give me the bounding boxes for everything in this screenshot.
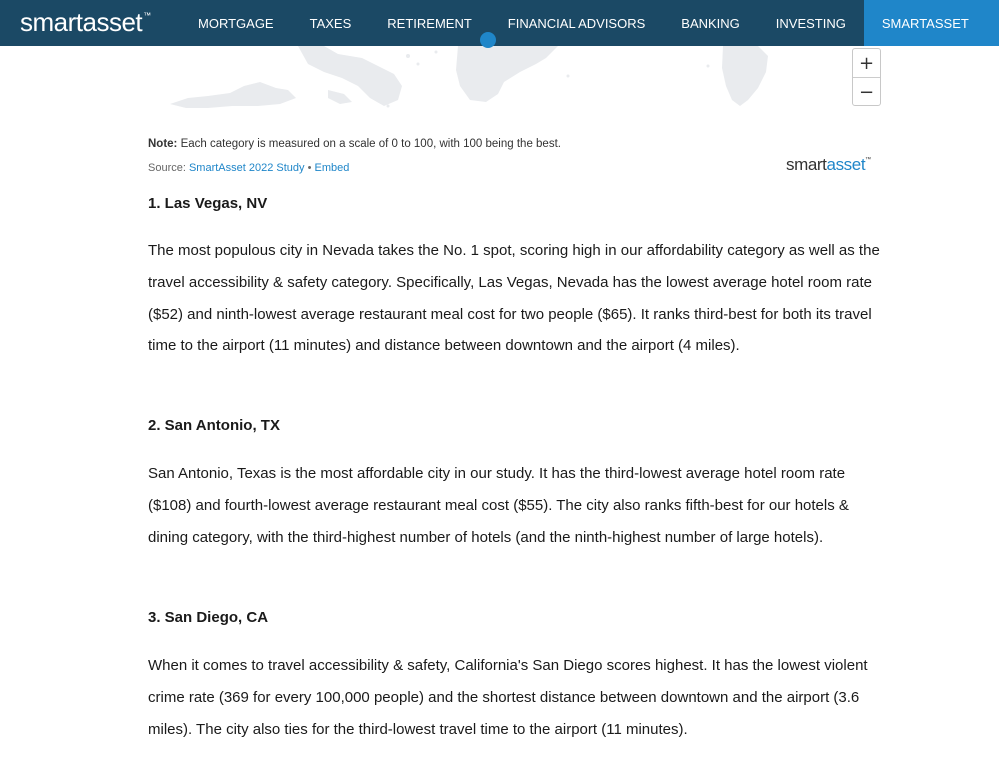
nav-item-retirement[interactable]: RETIREMENT (387, 15, 472, 31)
smartasset-watermark-logo (786, 155, 871, 175)
nav-item-taxes[interactable]: TAXES (309, 15, 352, 31)
section-heading: 1. Las Vegas, NV (148, 195, 268, 212)
watermark-part2: asset (826, 155, 866, 174)
section-heading: 2. San Antonio, TX (148, 417, 280, 434)
logo-text: smartasset (20, 7, 143, 37)
study-link[interactable]: SmartAsset 2022 Study (188, 162, 305, 174)
source-label: Source: (148, 162, 189, 174)
note-text: Each category is measured on a scale of 0 to 100, with 100 being the best. (177, 138, 561, 150)
watermark-part1: smart (786, 155, 827, 174)
zoom-out-button[interactable]: − (853, 77, 880, 106)
logo-trademark: ™ (143, 11, 151, 20)
nav-item-investing[interactable]: INVESTING (775, 15, 846, 31)
note-label: Note: (148, 138, 178, 150)
section-paragraph: San Antonio, Texas is the most affordable city in our study. It has the third-lowest average hotel room rate ($108) and fourth-lowest average restaurant meal cost ($55). The city also ranks fifth-best for our hotels & dining category, with the third-highest number of hotels (and the ninth-highest number of large hotels). (148, 465, 849, 546)
section-heading: 3. San Diego, CA (148, 609, 269, 626)
chart-note (148, 138, 561, 150)
nav-item-smartasset[interactable]: SMARTASSET (864, 0, 999, 46)
map-landmass (148, 46, 888, 116)
embed-link[interactable]: Embed (314, 162, 350, 174)
section-paragraph: When it comes to travel accessibility & safety, California's San Diego scores highest. It has the lowest violent crime rate (369 for every 100,000 people) and the shortest distance between downtown and the airport (3.6 miles). The city also ties for the third-lowest travel time to the airport (11 minutes). (148, 657, 868, 738)
nav-item-mortgage[interactable]: MORTGAGE (198, 15, 274, 31)
source-separator: • (304, 162, 315, 174)
nav-menu (180, 0, 999, 46)
source-line (148, 162, 349, 174)
smartasset-logo[interactable] (20, 7, 151, 37)
map-marker-icon[interactable] (478, 34, 498, 52)
top-navigation (0, 0, 969, 46)
nav-item-financial-advisors[interactable]: FINANCIAL ADVISORS (507, 15, 646, 31)
map-zoom-controls (852, 48, 881, 106)
zoom-in-button[interactable]: + (858, 52, 875, 74)
nav-item-banking[interactable]: BANKING (681, 15, 740, 31)
watermark-tm: ™ (865, 157, 871, 163)
section-paragraph: The most populous city in Nevada takes the No. 1 spot, scoring high in our affordability category as well as the travel accessibility & safety category. Specifically, Las Vegas, Nevada has the lowest average hotel room rate ($52) and ninth-lowest average restaurant meal cost for two people ($65). It ranks third-best for both its travel time to the airport (11 minutes) and distance between downtown and the airport (4 miles). (148, 242, 880, 355)
map-view[interactable] (148, 46, 888, 116)
